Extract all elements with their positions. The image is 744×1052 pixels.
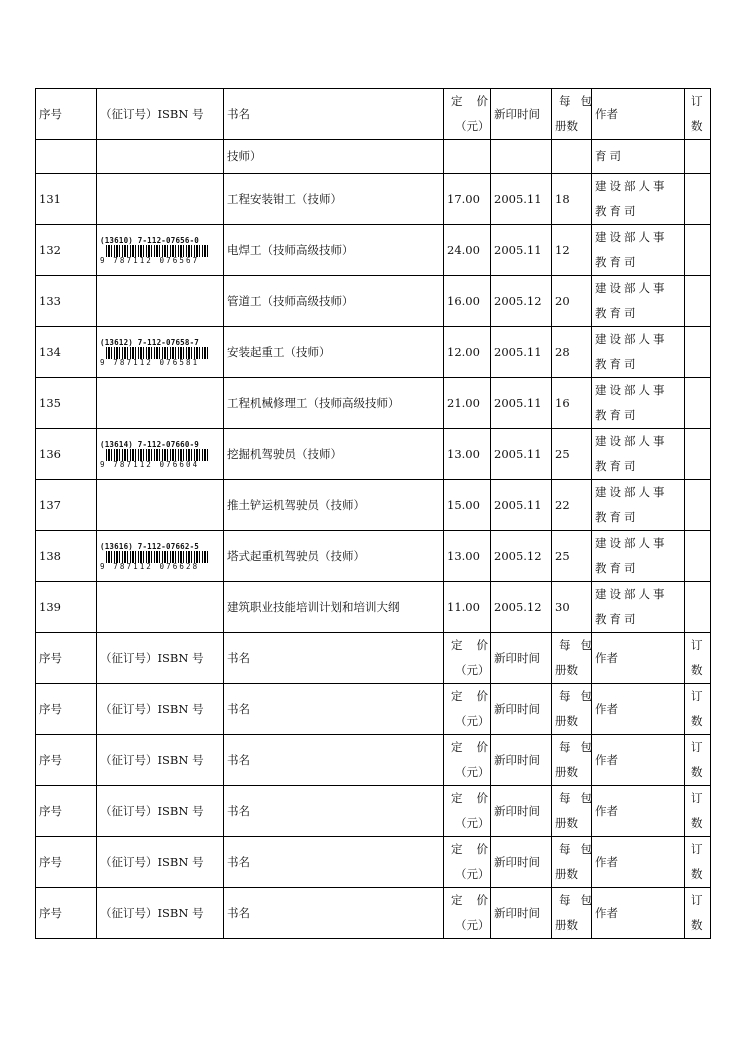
header-pack: [552, 89, 602, 140]
cont-title: 技师）: [224, 140, 444, 174]
barcode-digits: 9 787112 076604: [100, 461, 212, 469]
header-isbn: （征订号）ISBN 号: [97, 786, 224, 837]
header-author: 作者: [592, 684, 685, 735]
cont-pack: [552, 140, 592, 174]
header-author: 作者: [592, 888, 685, 939]
row-date: 2005.11: [491, 327, 552, 378]
header-date: 新印时间: [491, 633, 552, 684]
header-title: 书名: [224, 89, 444, 140]
row-isbn: [97, 225, 224, 276]
header-price-top: 定价: [451, 893, 502, 907]
repeated-header-rows: [36, 633, 711, 939]
row-price: 17.00: [444, 174, 491, 225]
row-price: 24.00: [444, 225, 491, 276]
header-date: 新印时间: [491, 684, 552, 735]
row-price: 15.00: [444, 480, 491, 531]
table-row: [36, 327, 711, 378]
row-order: [685, 480, 711, 531]
row-price: 13.00: [444, 531, 491, 582]
row-order: [685, 225, 711, 276]
isbn-barcode: [100, 542, 216, 571]
header-seq: 序号: [36, 89, 97, 140]
row-pack: 25: [552, 531, 592, 582]
row-pack: 28: [552, 327, 592, 378]
cont-seq: [36, 140, 97, 174]
row-title: 建筑职业技能培训计划和培训大纲: [224, 582, 444, 633]
row-pack: 30: [552, 582, 592, 633]
header-isbn: （征订号）ISBN 号: [97, 888, 224, 939]
continuation-row: [36, 140, 711, 174]
header-title: 书名: [224, 786, 444, 837]
header-price-bottom: （元）: [455, 867, 490, 881]
book-rows: [36, 174, 711, 633]
row-seq: 138: [36, 531, 97, 582]
header-pack-top: 每包: [559, 689, 602, 703]
header-price: [444, 735, 502, 786]
header-price-top: 定价: [451, 638, 502, 652]
header-pack-bottom: 册数: [555, 714, 578, 728]
header-price-top: 定价: [451, 689, 502, 703]
row-isbn: [97, 582, 224, 633]
row-isbn: [97, 480, 224, 531]
table-row: [36, 378, 711, 429]
row-isbn: [97, 531, 224, 582]
isbn-barcode: [100, 440, 216, 469]
row-title: 电焊工（技师高级技师）: [224, 225, 444, 276]
header-date: 新印时间: [491, 837, 552, 888]
row-isbn: [97, 276, 224, 327]
row-order: [685, 378, 711, 429]
row-author: 建设部人事教育司: [592, 531, 685, 582]
table-row: [36, 582, 711, 633]
header-seq: 序号: [36, 684, 97, 735]
header-price: [444, 888, 502, 939]
header-date: 新印时间: [491, 786, 552, 837]
header-price-bottom: （元）: [455, 119, 490, 133]
header-order: [685, 633, 711, 684]
cont-isbn: [97, 140, 224, 174]
header-pack-bottom: 册数: [555, 816, 578, 830]
header-order-top: 订: [691, 638, 703, 652]
row-pack: 20: [552, 276, 592, 327]
header-title: 书名: [224, 684, 444, 735]
row-pack: 22: [552, 480, 592, 531]
cont-price: [444, 140, 491, 174]
header-seq: 序号: [36, 633, 97, 684]
header-isbn: （征订号）ISBN 号: [97, 735, 224, 786]
header-price-top: 定价: [451, 94, 502, 108]
header-price-bottom: （元）: [455, 714, 490, 728]
header-pack-bottom: 册数: [555, 119, 578, 133]
header-price: [444, 684, 502, 735]
header-pack-bottom: 册数: [555, 867, 578, 881]
header-pack: [552, 633, 602, 684]
header-author: 作者: [592, 633, 685, 684]
row-order: [685, 531, 711, 582]
repeated-header-row: [36, 633, 711, 684]
barcode-code: (13614) 7-112-07660-9: [100, 439, 200, 449]
header-order-bottom: 数: [691, 119, 703, 133]
row-isbn: [97, 174, 224, 225]
header-price-bottom: （元）: [455, 918, 490, 932]
row-author: 建设部人事教育司: [592, 327, 685, 378]
header-author: 作者: [592, 837, 685, 888]
table-row: [36, 174, 711, 225]
barcode-code: (13616) 7-112-07662-5: [100, 541, 200, 551]
header-order: [685, 89, 711, 140]
header-seq: 序号: [36, 888, 97, 939]
header-pack-top: 每包: [559, 638, 602, 652]
header-seq: 序号: [36, 837, 97, 888]
barcode-code: (13610) 7-112-07656-0: [100, 235, 200, 245]
header-order-top: 订: [691, 791, 703, 805]
row-author: 建设部人事教育司: [592, 225, 685, 276]
row-date: 2005.11: [491, 174, 552, 225]
header-isbn: （征订号）ISBN 号: [97, 684, 224, 735]
barcode-code: (13612) 7-112-07658-7: [100, 337, 200, 347]
row-title: 工程安装钳工（技师）: [224, 174, 444, 225]
row-order: [685, 429, 711, 480]
row-seq: 137: [36, 480, 97, 531]
header-pack-top: 每包: [559, 791, 602, 805]
row-seq: 135: [36, 378, 97, 429]
repeated-header-row: [36, 735, 711, 786]
row-author: 建设部人事教育司: [592, 582, 685, 633]
header-order-bottom: 数: [691, 663, 703, 677]
header-order-top: 订: [691, 94, 703, 108]
header-order-top: 订: [691, 893, 703, 907]
header-isbn: （征订号）ISBN 号: [97, 633, 224, 684]
barcode-digits: 9 787112 076581: [100, 359, 212, 367]
header-price: [444, 633, 502, 684]
header-title: 书名: [224, 633, 444, 684]
header-price: [444, 837, 502, 888]
cont-order: [685, 140, 711, 174]
header-price-bottom: （元）: [455, 816, 490, 830]
row-price: 12.00: [444, 327, 491, 378]
row-isbn: [97, 378, 224, 429]
isbn-barcode: [100, 338, 216, 367]
row-title: 管道工（技师高级技师）: [224, 276, 444, 327]
header-price: [444, 786, 502, 837]
row-author: 建设部人事教育司: [592, 174, 685, 225]
row-pack: 16: [552, 378, 592, 429]
header-author: 作者: [592, 89, 685, 140]
row-date: 2005.12: [491, 531, 552, 582]
row-author: 建设部人事教育司: [592, 276, 685, 327]
cont-author: 育司: [592, 140, 685, 174]
row-pack: 12: [552, 225, 592, 276]
header-order-top: 订: [691, 740, 703, 754]
header-order-top: 订: [691, 689, 703, 703]
table-row: [36, 225, 711, 276]
header-order-top: 订: [691, 842, 703, 856]
header-price-bottom: （元）: [455, 663, 490, 677]
header-pack-top: 每包: [559, 94, 602, 108]
row-order: [685, 327, 711, 378]
row-date: 2005.11: [491, 225, 552, 276]
cont-date: [491, 140, 552, 174]
row-order: [685, 174, 711, 225]
header-order: [685, 888, 711, 939]
row-title: 安装起重工（技师）: [224, 327, 444, 378]
header-order-bottom: 数: [691, 867, 703, 881]
row-price: 16.00: [444, 276, 491, 327]
row-price: 13.00: [444, 429, 491, 480]
header-order-bottom: 数: [691, 765, 703, 779]
row-title: 塔式起重机驾驶员（技师）: [224, 531, 444, 582]
header-seq: 序号: [36, 735, 97, 786]
header-order: [685, 684, 711, 735]
row-date: 2005.12: [491, 582, 552, 633]
header-date: 新印时间: [491, 888, 552, 939]
header-price-top: 定价: [451, 842, 502, 856]
row-seq: 133: [36, 276, 97, 327]
header-title: 书名: [224, 837, 444, 888]
header-price-bottom: （元）: [455, 765, 490, 779]
row-pack: 18: [552, 174, 592, 225]
row-author: 建设部人事教育司: [592, 480, 685, 531]
header-pack-bottom: 册数: [555, 765, 578, 779]
row-order: [685, 276, 711, 327]
row-seq: 134: [36, 327, 97, 378]
header-author: 作者: [592, 735, 685, 786]
repeated-header-row: [36, 837, 711, 888]
table-row: [36, 480, 711, 531]
table-row: [36, 531, 711, 582]
row-isbn: [97, 429, 224, 480]
header-pack-bottom: 册数: [555, 663, 578, 677]
row-price: 21.00: [444, 378, 491, 429]
header-price: [444, 89, 502, 140]
row-title: 推土铲运机驾驶员（技师）: [224, 480, 444, 531]
row-author: 建设部人事教育司: [592, 378, 685, 429]
row-date: 2005.11: [491, 429, 552, 480]
header-order-bottom: 数: [691, 816, 703, 830]
header-order-bottom: 数: [691, 918, 703, 932]
header-pack: [552, 837, 602, 888]
header-order: [685, 837, 711, 888]
repeated-header-row: [36, 684, 711, 735]
row-seq: 132: [36, 225, 97, 276]
header-pack: [552, 786, 602, 837]
header-pack-top: 每包: [559, 740, 602, 754]
row-date: 2005.12: [491, 276, 552, 327]
header-pack: [552, 735, 602, 786]
header-pack-top: 每包: [559, 893, 602, 907]
header-order-bottom: 数: [691, 714, 703, 728]
row-title: 挖掘机驾驶员（技师）: [224, 429, 444, 480]
header-author: 作者: [592, 786, 685, 837]
header-seq: 序号: [36, 786, 97, 837]
header-pack: [552, 684, 602, 735]
row-author: 建设部人事教育司: [592, 429, 685, 480]
row-order: [685, 582, 711, 633]
header-date: 新印时间: [491, 735, 552, 786]
catalog-table: [35, 88, 711, 939]
header-price-top: 定价: [451, 791, 502, 805]
row-price: 11.00: [444, 582, 491, 633]
repeated-header-row: [36, 888, 711, 939]
header-order: [685, 735, 711, 786]
header-date: 新印时间: [491, 89, 552, 140]
table-row: [36, 276, 711, 327]
barcode-digits: 9 787112 076567: [100, 257, 212, 265]
row-pack: 25: [552, 429, 592, 480]
barcode-digits: 9 787112 076628: [100, 563, 212, 571]
table-row: [36, 429, 711, 480]
header-price-top: 定价: [451, 740, 502, 754]
row-date: 2005.11: [491, 378, 552, 429]
header-isbn: （征订号）ISBN 号: [97, 837, 224, 888]
isbn-barcode: [100, 236, 216, 265]
header-isbn: （征订号）ISBN 号: [97, 89, 224, 140]
header-order: [685, 786, 711, 837]
row-date: 2005.11: [491, 480, 552, 531]
header-pack: [552, 888, 602, 939]
header-pack-bottom: 册数: [555, 918, 578, 932]
header-title: 书名: [224, 735, 444, 786]
repeated-header-row: [36, 786, 711, 837]
header-row: [36, 89, 711, 140]
row-title: 工程机械修理工（技师高级技师）: [224, 378, 444, 429]
header-title: 书名: [224, 888, 444, 939]
row-seq: 139: [36, 582, 97, 633]
header-pack-top: 每包: [559, 842, 602, 856]
row-seq: 136: [36, 429, 97, 480]
row-seq: 131: [36, 174, 97, 225]
row-isbn: [97, 327, 224, 378]
